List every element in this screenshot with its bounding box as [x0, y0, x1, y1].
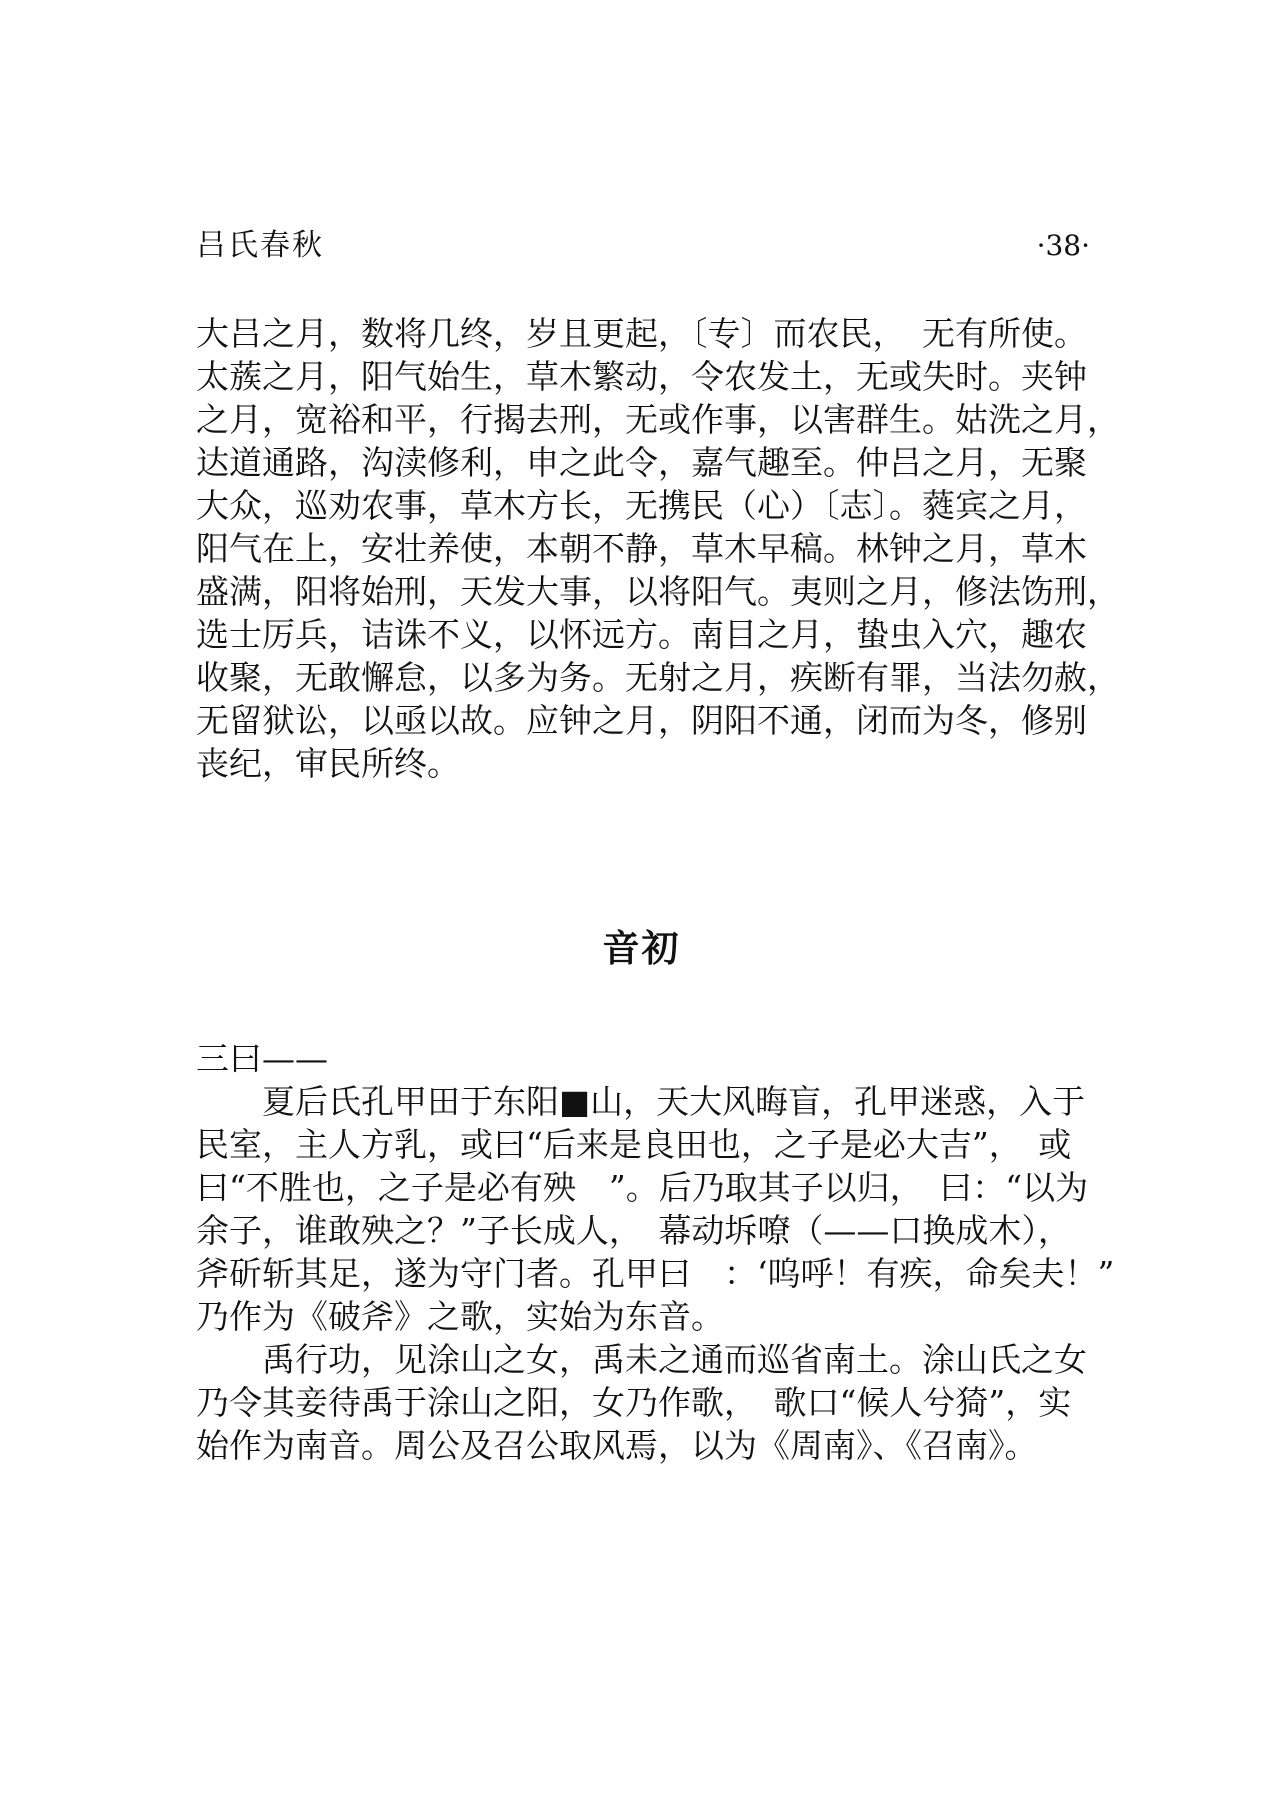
page-number: ·38· [1036, 229, 1090, 262]
text-line: 收聚，无敢懈怠，以多为务。无射之月，疾断有罪，当法勿赦， [196, 658, 1120, 697]
text-line: 太蔟之月，阳气始生，草木繁动，令农发土，无或失时。夹钟 [196, 357, 1087, 396]
text-line: 乃作为《破斧》之歌，实始为东音。 [196, 1297, 724, 1336]
text-line: 禹行功，见涂山之女，禹未之通而巡省南土。涂山氏之女 [262, 1340, 1087, 1379]
text-line: 达道通路，沟渎修利，申之此令，嘉气趣至。仲吕之月，无聚 [196, 443, 1087, 482]
text-line: 选士厉兵，诘诛不义，以怀远方。南目之月，蛰虫入穴，趣农 [196, 615, 1087, 654]
text-line: 之月，宽裕和平，行揭去刑，无或作事，以害群生。姑洗之月， [196, 400, 1120, 439]
section-label: 三曰—— [196, 1039, 328, 1078]
passage-twelve-months [196, 312, 1120, 785]
text-line: 无留狱讼，以亟以故。应钟之月，阴阳不通，闭而为冬，修别 [196, 701, 1087, 740]
text-line: 大众，巡劝农事，草木方长，无携民（心）〔志〕。蕤宾之月， [196, 486, 1087, 525]
text-line: 民室，主人方乳，或曰“后来是良田也，之子是必大吉”， 或 [196, 1125, 1072, 1164]
text-line: 夏后氏孔甲田于东阳■山，天大风晦盲，孔甲迷惑，入于 [262, 1082, 1086, 1121]
text-line: 曰“不胜也，之子是必有殃 ”。后乃取其子以归， 曰：“以为 [196, 1168, 1089, 1207]
text-line: 乃令其妾待禹于涂山之阳，女乃作歌， 歌口“候人兮猗”，实 [196, 1383, 1072, 1422]
text-line: 盛满，阳将始刑，天发大事，以将阳气。夷则之月，修法饬刑， [196, 572, 1120, 611]
text-line: 斧斫斩其足，遂为守门者。孔甲曰 ：‘呜呼！有疾，命矣夫！” [196, 1254, 1115, 1293]
book-title: 吕氏春秋 [196, 228, 324, 263]
text-line: 余子，谁敢殃之？”子长成人， 幕动坼嘹（——口换成木）， [196, 1211, 1071, 1250]
section-body [196, 1037, 1115, 1467]
paragraph-1 [196, 1080, 1115, 1338]
paragraph-2 [196, 1338, 1106, 1467]
section-title: 音初 [602, 926, 681, 970]
text-line: 始作为南音。周公及召公取风焉，以为《周南》、《召南》。 [196, 1426, 1038, 1465]
text-line: 大吕之月，数将几终，岁且更起，〔专〕而农民， 无有所使。 [196, 314, 1087, 353]
text-line: 阳气在上，安壮养使，本朝不静，草木早稿。林钟之月，草木 [196, 529, 1087, 568]
running-header [196, 224, 1090, 268]
text-line: 丧纪，审民所终。 [196, 744, 460, 783]
